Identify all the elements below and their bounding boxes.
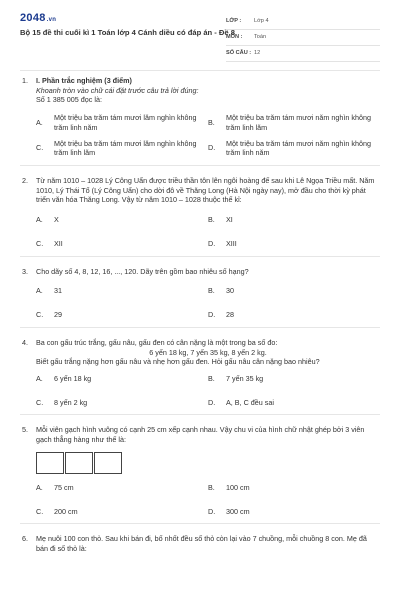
question-2 (20, 176, 380, 249)
square-tile (94, 452, 122, 474)
question-number: 3. (22, 266, 28, 276)
question-6 (20, 534, 380, 553)
option-letter: B. (208, 286, 215, 296)
header-divider (20, 70, 380, 71)
answer-options (36, 215, 380, 248)
option-text: Một triệu ba trăm tám mươi lăm nghìn không trăm linh lăm (54, 138, 197, 158)
option-text: 100 cm (226, 482, 250, 492)
option-text: 31 (54, 286, 62, 296)
page-header (0, 0, 400, 66)
option-letter: D. (208, 506, 216, 516)
question-text: Ba con gấu trúc trắng, gấu nâu, gấu đen có cân nặng là một trong ba số đo: (36, 337, 278, 347)
square-tile (65, 452, 93, 474)
square-tile (36, 452, 64, 474)
question-number: 4. (22, 337, 28, 347)
option-b[interactable] (208, 374, 380, 384)
option-letter: D. (208, 143, 216, 153)
option-text: A, B, C đều sai (226, 397, 274, 407)
question-divider (20, 523, 380, 524)
option-letter: C. (36, 143, 44, 153)
option-text: 8 yến 2 kg (54, 397, 88, 407)
instruction-text: Khoanh tròn vào chữ cái đặt trước câu trả lời đúng: (36, 85, 199, 95)
question-text: Mẹ nuôi 100 con thỏ. Sau khi bán đi, bố nhốt đều số thỏ còn lại vào 7 chuồng, mỗi chuồng 8 con. Mẹ đã bán đi số thỏ là: (36, 534, 367, 553)
option-letter: C. (36, 238, 44, 248)
option-a[interactable] (36, 215, 208, 225)
option-b[interactable] (208, 113, 380, 132)
option-letter: C. (36, 506, 44, 516)
meta-label: LỚP : (226, 18, 242, 25)
option-letter: B. (208, 482, 215, 492)
option-a[interactable] (36, 483, 208, 493)
option-text: 6 yến 18 kg (54, 373, 92, 383)
question-text: Từ năm 1010 – 1028 Lý Công Uẩn được triều thần tôn lên ngôi hoàng đế sau khi Lê Ngọa Triều mất. Năm 1010, Lý Thái Tổ (Lý Công Uẩn) cho dời đô về Thăng Long (Hà Nội ngày nay), mở đầu cho thời kỳ phát triển văn hóa Thăng Long. Vậy từ năm 1010 – 1028 thuộc thế kỉ: (36, 176, 375, 205)
question-5 (20, 425, 380, 516)
site-logo[interactable] (20, 11, 56, 26)
option-letter: C. (36, 397, 44, 407)
option-b[interactable] (208, 483, 380, 493)
answer-options (36, 483, 380, 516)
option-c[interactable] (36, 310, 208, 320)
page-title: Bộ 15 đề thi cuối kì 1 Toán lớp 4 Cánh diều có đáp án - Đề 8 (20, 28, 235, 37)
option-letter: C. (36, 310, 44, 320)
option-letter: A. (36, 286, 43, 296)
question-3 (20, 267, 380, 320)
question-list (20, 76, 380, 560)
option-letter: B. (208, 373, 215, 383)
meta-label: SỐ CÂU : (226, 50, 252, 57)
option-text: Một triệu ba trăm tám mươi năm nghìn không trăm linh năm (226, 138, 371, 158)
option-letter: D. (208, 238, 216, 248)
option-letter: B. (208, 215, 215, 225)
option-c[interactable] (36, 398, 208, 408)
question-1 (20, 76, 380, 158)
question-text: Số 1 385 005 đọc là: (36, 95, 102, 105)
meta-value: 12 (254, 50, 261, 57)
option-c[interactable] (36, 239, 208, 249)
question-centered-line: 6 yến 18 kg, 7 yến 35 kg, 8 yến 2 kg. (149, 347, 267, 357)
tile-figure (36, 452, 380, 474)
option-letter: A. (36, 373, 43, 383)
option-text: XII (54, 238, 63, 248)
option-c[interactable] (36, 139, 208, 158)
meta-row-count (226, 46, 380, 62)
option-letter: D. (208, 310, 216, 320)
option-d[interactable] (208, 507, 380, 517)
meta-table (226, 14, 380, 62)
option-text: 7 yến 35 kg (226, 373, 264, 383)
option-text: XI (226, 215, 233, 225)
question-number: 2. (22, 176, 28, 186)
option-a[interactable] (36, 374, 208, 384)
question-divider (20, 327, 380, 328)
option-text: 300 cm (226, 506, 250, 516)
question-text: Mỗi viên gạch hình vuông có cạnh 25 cm xếp cạnh nhau. Vậy chu vi của hình chữ nhật ghép bởi 3 viên gạch thẳng hàng như thế là: (36, 425, 365, 445)
option-b[interactable] (208, 215, 380, 225)
logo-text: 2048 (20, 12, 46, 24)
option-d[interactable] (208, 239, 380, 249)
answer-options (36, 286, 380, 319)
question-number: 1. (22, 76, 28, 85)
option-letter: A. (36, 215, 43, 225)
meta-value: Lớp 4 (254, 18, 269, 25)
question-text: Cho dãy số 4, 8, 12, 16, ..., 120. Dãy trên gồm bao nhiêu số hạng? (36, 266, 249, 276)
meta-value: Toán (254, 34, 267, 41)
question-number: 5. (22, 425, 28, 435)
answer-options (36, 113, 380, 158)
section-heading: I. Phần trắc nghiệm (3 điểm) (36, 76, 132, 85)
option-d[interactable] (208, 310, 380, 320)
option-letter: A. (36, 482, 43, 492)
option-a[interactable] (36, 286, 208, 296)
option-text: X (54, 215, 59, 225)
question-divider (20, 414, 380, 415)
option-text: XIII (226, 238, 237, 248)
question-number: 6. (22, 534, 28, 544)
option-text: Một triệu ba trăm tám mươi lăm nghìn không trăm linh năm (54, 113, 197, 132)
option-letter: A. (36, 118, 43, 128)
option-text: 200 cm (54, 506, 78, 516)
meta-row-class (226, 14, 380, 30)
question-divider (20, 256, 380, 257)
option-text: 29 (54, 310, 62, 320)
answer-options (36, 374, 380, 407)
option-d[interactable] (208, 139, 380, 158)
logo-suffix: .vn (46, 17, 57, 23)
option-b[interactable] (208, 286, 380, 296)
question-text-continued: Biết gấu trắng nặng hơn gấu nâu và nhẹ hơn gấu đen. Hỏi gấu nâu cân nặng bao nhiêu? (36, 357, 320, 367)
option-text: 28 (226, 310, 234, 320)
question-4 (20, 338, 380, 408)
option-text: 30 (226, 286, 234, 296)
option-d[interactable] (208, 398, 380, 408)
option-text: 75 cm (54, 482, 74, 492)
meta-label: MÔN : (226, 34, 243, 41)
option-c[interactable] (36, 507, 208, 517)
question-divider (20, 165, 380, 166)
option-letter: B. (208, 118, 215, 128)
option-letter: D. (208, 397, 216, 407)
meta-row-subject (226, 30, 380, 46)
option-a[interactable] (36, 113, 208, 132)
option-text: Một triệu ba trăm tám mươi năm nghìn không trăm linh lăm (226, 113, 371, 132)
